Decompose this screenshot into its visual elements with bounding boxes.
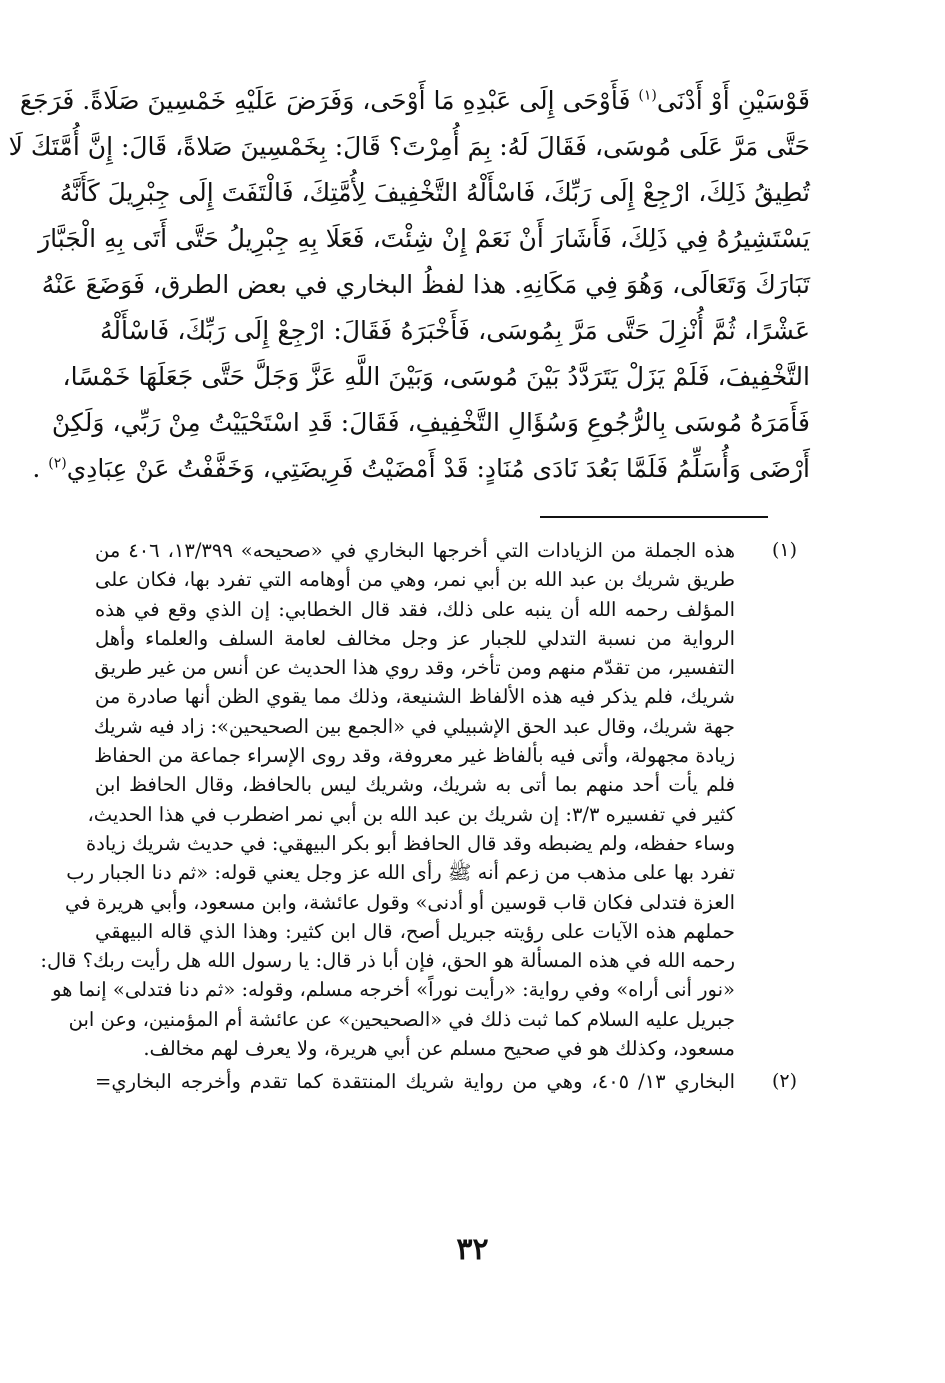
footnote-line: البخاري ١٣/ ٤٠٥، وهي من رواية شريك المنتقدة كما تقدم وأخرجه البخاري= — [95, 1070, 735, 1094]
footnote-line: زيادة مجهولة، وأتى فيه بألفاظ غير معروفة، وقد روى الإسراء جماعة من الحفاظ — [94, 744, 735, 768]
footnote-number: (٢) — [771, 1070, 797, 1093]
footnote-line: جبريل عليه السلام كما ثبت ذلك في «الصحيحين» عن عائشة أم المؤمنين، وعن ابن — [68, 1007, 735, 1031]
footnote-line: الرواية من نسبة التدلي للجبار عز وجل مخالف لعامة السلف والعلماء وأهل — [95, 626, 735, 650]
footnote-line: مسعود، وكذلك هو في صحيح مسلم عن أبي هريرة، ولا يعرف لهم مخالف. — [143, 1037, 735, 1061]
footnote-line: تفرد بها على مذهب من زعم أنه ﷺ رأى الله عز وجل يعني قوله: «ثم دنا الجبار رب — [66, 861, 735, 885]
footnote-line: فلم يأت أحد منهم بما أتى به شريك، وشريك ليس بالحافظ، وقال الحافظ ابن — [95, 773, 735, 797]
footnote-line: «نور أنى أراه» وفي رواية: «رأيت نوراً» أخرجه مسلم، وقوله: «ثم دنا فتدلى» إنما هو — [52, 978, 735, 1002]
footnote-line: طريق شريك بن عبد الله بن أبي نمر، وهي من أوهامه التي تفرد بها، فكان على — [95, 568, 735, 592]
hadith-line: التَّخْفِيفَ، فَلَمْ يَزَلْ يَتَرَدَّدُ بَيْنَ مُوسَى، وَبَيْنَ اللَّهِ عَزَّ وَجَلَّ حَتَّى جَعَلَهَا خَمْسًا، — [62, 362, 810, 391]
footnote-line: جهة شريك، وقال عبد الحق الإشبيلي في «الجمع بين الصحيحين»: زاد فيه شريك — [93, 714, 735, 738]
hadith-line: يَسْتَشِيرُهُ فِي ذَلِكَ، فَأَشَارَ أَنْ نَعَمْ إِنْ شِئْتَ، فَعَلَا بِهِ جِبْرِيلُ حَتَّى أَتَى بِهِ الْجَبَّارَ — [38, 224, 810, 253]
footnote-line: هذه الجملة من الزيادات التي أخرجها البخاري في «صحيحه» ١٣/٣٩٩، ٤٠٦ من — [95, 539, 735, 562]
footnote-line: شريك، فلم يذكر فيه هذه الألفاظ الشنيعة، وذلك مما يقوي الظن أنها صادرة من — [95, 685, 736, 709]
footnote-separator — [540, 516, 768, 518]
footnote-line: المؤلف رحمه الله أن ينبه على ذلك، فقد قال الخطابي: إن الذي وقع في هذه — [95, 597, 735, 621]
hadith-text — [8, 78, 810, 492]
hadith-line: قَوْسَيْنِ أَوْ أَدْنَى$^{(١)}$ فَأَوْحَى إِلَى عَبْدِهِ مَا أَوْحَى، وَفَرَضَ عَلَيْهِ خَمْسِينَ صَلَاةً. فَرَجَعَ — [19, 86, 810, 115]
hadith-line: تَبَارَكَ وَتَعَالَى، وَهُوَ فِي مَكَانِهِ. هذا لفظُ البخاري في بعض الطرق، فَوَضَعَ عَنْهُ — [41, 270, 810, 299]
footnote-number: (١) — [771, 539, 797, 561]
hadith-line: أَرْضَى وَأُسَلِّمُ فَلَمَّا بَعُدَ نَادَى مُنَادٍ: قَدْ أَمْضَيْتُ فَرِيضَتِي، وَخَفَّفْتُ عَنْ عِبَادِي$^{(٢)}$ . — [32, 454, 810, 483]
footnote-line: رحمه الله في هذه المسألة هو الحق، فإن أبا ذر قال: يا رسول الله هل رأيت ربك؟ قال: — [40, 949, 735, 973]
footnote-line: التفسير، من تقدّم منهم ومن تأخر، وقد روي هذا الحديث عن أنس من غير طريق — [94, 656, 735, 680]
footnote-line: وساء حفظه، ولم يضبطه وقد قال الحافظ أبو بكر البيهقي: في حديث شريك زيادة — [85, 831, 735, 855]
footnotes — [40, 536, 797, 1097]
footnote-line: حملهم هذه الآيات على رؤيته جبريل أصح، قال ابن كثير: وهذا الذي قاله البيهقي — [95, 919, 735, 943]
footnote-ref-1: (١) — [638, 87, 657, 104]
footnote-line: كثير في تفسيره ٣/٣: إن شريك بن عبد الله بن أبي نمر اضطرب في هذا الحديث، — [87, 802, 735, 826]
footnote-1 — [40, 536, 797, 1063]
footnote-ref-2: (٢) — [48, 455, 67, 472]
footnote-2 — [95, 1067, 795, 1096]
hadith-line: فَأَمَرَهُ مُوسَى بِالرُّجُوعِ وَسُؤَالِ التَّخْفِيفِ، فَقَالَ: قَدِ اسْتَحْيَيْتُ مِنْ رَبِّي، وَلَكِنْ — [51, 408, 810, 437]
hadith-line: تُطِيقُ ذَلِكَ، ارْجِعْ إِلَى رَبِّكَ، فَاسْأَلْهُ التَّخْفِيفَ لِأُمَّتِكَ، فَالْتَفَتَ إِلَى جِبْرِيلَ كَأَنَّهُ — [59, 178, 810, 207]
footnote-line: العزة فتدلى فكان قاب قوسين أو أدنى» وقول عائشة، وابن مسعود، وأبي هريرة في — [64, 890, 735, 914]
hadith-line: حَتَّى مَرَّ عَلَى مُوسَى، فَقَالَ لَهُ: بِمَ أُمِرْتَ؟ قَالَ: بِخَمْسِينَ صَلاةً، قَالَ: إِنَّ أُمَّتَكَ لَا — [8, 132, 810, 161]
hadith-line: عَشْرًا، ثُمَّ أُنْزِلَ حَتَّى مَرَّ بِمُوسَى، فَأَخْبَرَهُ فَقَالَ: ارْجِعْ إِلَى رَبِّكَ، فَاسْأَلْهُ — [100, 316, 810, 345]
page-number: ٣٢ — [456, 1232, 489, 1267]
